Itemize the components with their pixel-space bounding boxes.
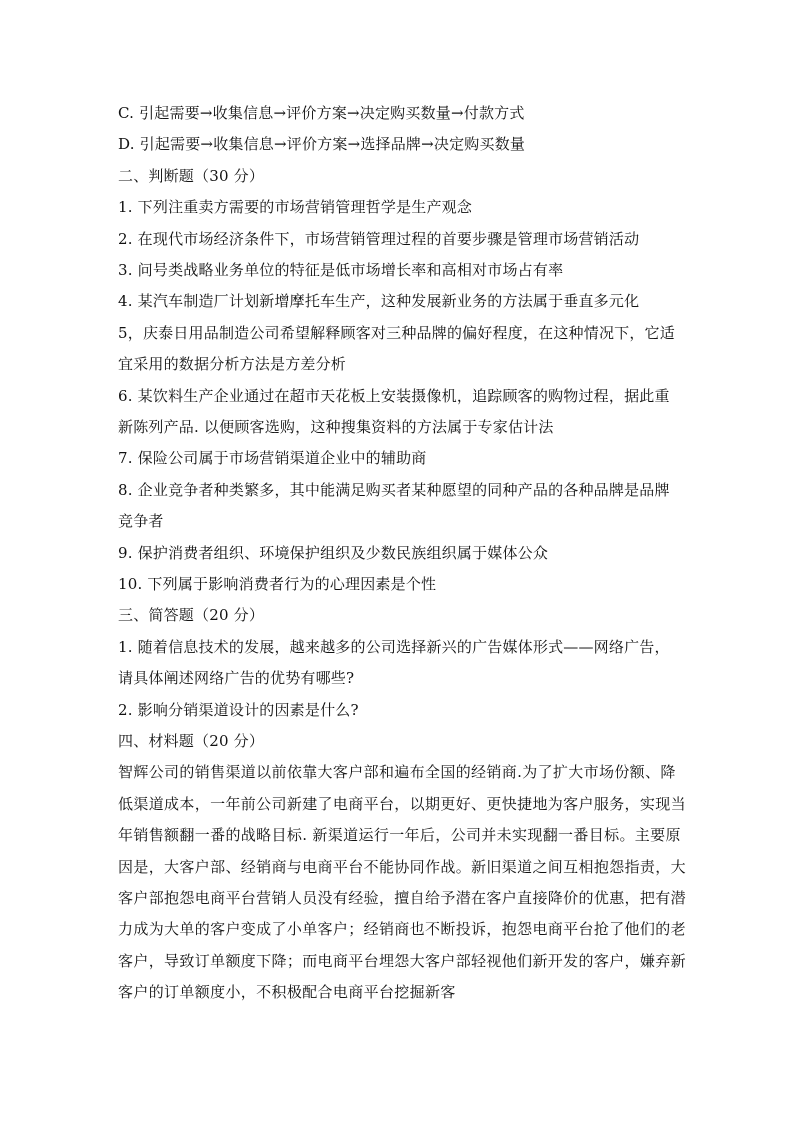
- judgment-item-10: 10. 下列属于影响消费者行为的心理因素是个性: [118, 574, 437, 593]
- section-heading-material: 四、材料题（20 分）: [118, 731, 265, 750]
- option-d: D. 引起需要→收集信息→评价方案→选择品牌→决定购买数量: [118, 135, 526, 154]
- judgment-item-8: 8. 企业竞争者种类繁多，其中能满足购买者某种愿望的同种产品的各种品牌是品牌竞争者: [118, 480, 670, 531]
- section-heading-judgment: 二、判断题（30 分）: [118, 166, 265, 185]
- material-paragraph: 智辉公司的销售渠道以前依靠大客户部和遍布全国的经销商.为了扩大市场份额、降低渠道成本，一年前公司新建了电商平台，以期更好、更快捷地为客户服务，实现当年销售额翻一番的战略目标. 新渠道运行一年后，公司并未实现翻一番目标。主要原因是，大客户部、经销商与电商平台不能协同作战。新旧渠道之间互相抱怨指责，大客户部抱怨电商平台营销人员没有经验，擅自给予潜在客户直接降价的优惠，把有潜力成为大单的客户变成了小单客户；经销商也不断投诉，抱怨电商平台抢了他们的老客户，导致订单额度下降；而电商平台埋怨大客户部轻视他们新开发的客户，嫌弃新客户的订单额度小，不积极配合电商平台挖掘新客: [118, 763, 686, 1002]
- judgment-item-1: 1. 下列注重卖方需要的市场营销管理哲学是生产观念: [118, 198, 473, 217]
- document-body: [118, 98, 686, 1009]
- short-answer-item-1: 1. 随着信息技术的发展，越来越多的公司选择新兴的广告媒体形式——网络广告，请具体阐述网络广告的优势有哪些?: [118, 637, 670, 688]
- judgment-item-9: 9. 保护消费者组织、环境保护组织及少数民族组织属于媒体公众: [118, 543, 549, 562]
- short-answer-item-2: 2. 影响分销渠道设计的因素是什么?: [118, 700, 359, 719]
- judgment-item-6: 6. 某饮料生产企业通过在超市天花板上安装摄像机，追踪顾客的购物过程，据此重新陈列产品. 以便顾客选购，这种搜集资料的方法属于专家估计法: [118, 386, 670, 436]
- judgment-item-5: 5，庆泰日用品制造公司希望解释顾客对三种品牌的偏好程度，在这种情况下，它适宜采用的数据分析方法是方差分析: [118, 323, 675, 374]
- judgment-item-7: 7. 保险公司属于市场营销渠道企业中的辅助商: [118, 449, 427, 468]
- judgment-item-2: 2. 在现代市场经济条件下，市场营销管理过程的首要步骤是管理市场营销活动: [118, 229, 640, 248]
- judgment-item-3: 3. 问号类战略业务单位的特征是低市场增长率和高相对市场占有率: [118, 260, 564, 279]
- judgment-item-4: 4. 某汽车制造厂计划新增摩托车生产，这种发展新业务的方法属于垂直多元化: [118, 292, 640, 311]
- section-heading-short-answer: 三、简答题（20 分）: [118, 606, 265, 625]
- option-c: C. 引起需要→收集信息→评价方案→决定购买数量→付款方式: [118, 104, 525, 122]
